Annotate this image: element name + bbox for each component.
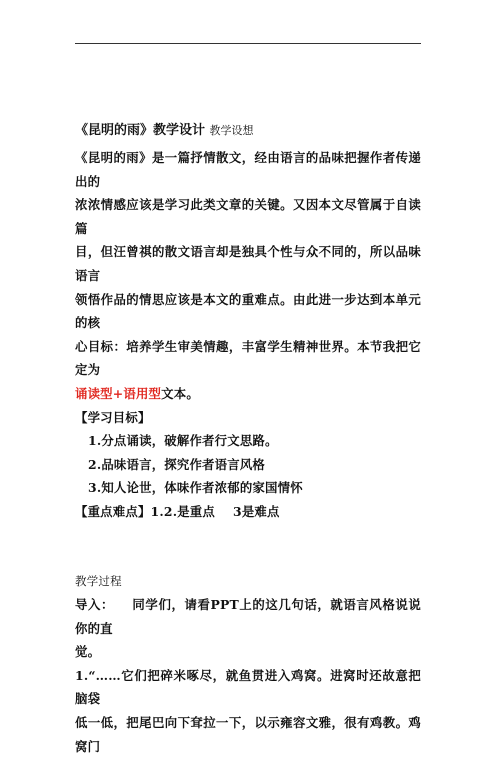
quote-line: 1.“……它们把碎米啄尽，就鱼贯进入鸡窝。进窝时还故意把脑袋 — [75, 667, 421, 707]
goals-heading: 【学习目标】 — [75, 409, 151, 425]
goal-item: 3.知人论世，体味作者浓郁的家国情怀 — [88, 480, 303, 496]
intro-line: 《昆明的雨》是一篇抒情散文，经由语言的品味把握作者传递出的 — [75, 150, 421, 189]
document-title — [75, 122, 421, 140]
lead-in-label: 导入： — [75, 597, 115, 613]
text-type-highlight: 诵读型+语用型 — [75, 385, 162, 401]
goal-item: 1.分点诵读，破解作者行文思路。 — [88, 433, 278, 449]
document-body — [75, 122, 421, 758]
text-type-tail: 文本。 — [161, 385, 199, 401]
goal-item: 2.品味语言，探究作者语言风格 — [88, 456, 266, 472]
key-label: 【重点难点】1.2.是重点 — [75, 503, 215, 519]
lead-in-line — [75, 593, 421, 640]
lead-in-text: 同学们，请看PPT上的这几句话，就语言风格说说你的直 — [75, 597, 421, 636]
key-tail: 3是难点 — [233, 503, 280, 519]
title-main: 《昆明的雨》教学设计 — [75, 123, 206, 138]
key-difficulty-line — [75, 500, 421, 524]
intro-line: 浓浓情感应该是学习此类文章的关键。又因本文尽管属于自读篇 — [75, 197, 421, 236]
intro-line: 心目标：培养学生审美情趣，丰富学生精神世界。本节我把它定为 — [75, 338, 421, 378]
header-rule — [75, 43, 421, 44]
process-heading: 教学过程 — [75, 573, 122, 588]
intro-line: 目，但汪曾祺的散文语言却是独具个性与众不同的，所以品味语言 — [75, 244, 421, 283]
text-type-line — [75, 382, 421, 406]
intro-line: 领悟作品的情思应该是本文的重难点。由此进一步达到本单元的核 — [75, 291, 421, 331]
lead-in-line-2: 觉。 — [75, 644, 101, 660]
quote-line: 低一低，把尾巴向下耷拉一下，以示雍容文雅，很有鸡教。鸡窝门 — [75, 715, 421, 754]
title-subtitle: 教学设想 — [209, 124, 254, 137]
